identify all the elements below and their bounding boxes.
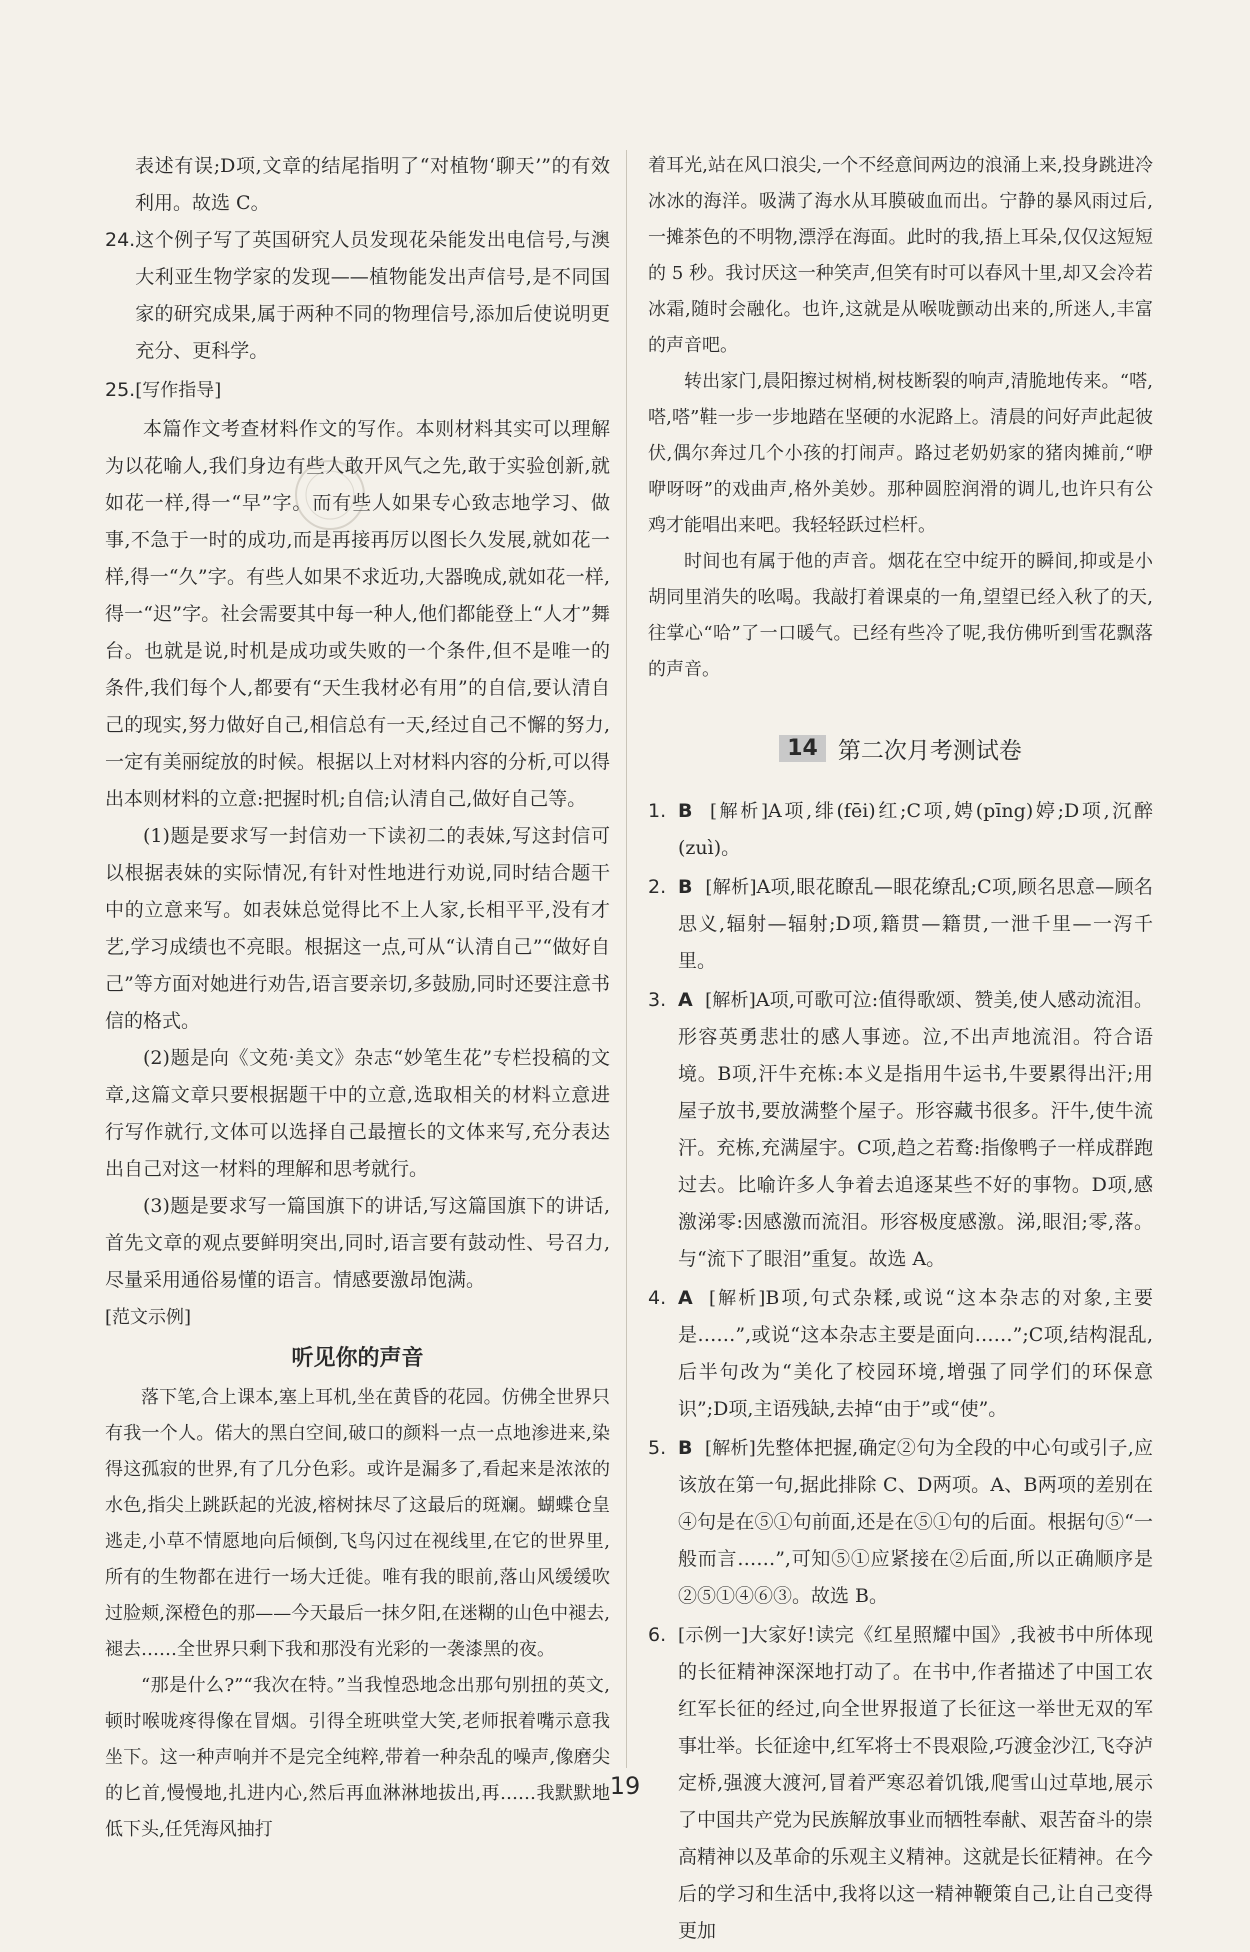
answer-text: A项,可歌可泣:值得歌颂、赞美,使人感动流泪。形容英勇悲壮的感人事迹。泣,不出声地流泪。符合语境。B项,汗牛充栋:本义是指用牛运书,牛要累得出汗;用屋子放书,要放满整个屋子。形容藏书很多。汗牛,使牛流汗。充栋,充满屋宇。C项,趋之若鹜:指像鸭子一样成群跑过去。比喻许多人争着去追逐某些不好的事物。D项,感激涕零:因感激而流泪。形容极度感激。涕,眼泪;零,落。与“流下了眼泪”重复。故选 A。 [678, 989, 1153, 1270]
question-number: 1. [648, 800, 667, 822]
guide-paragraph: 本篇作文考查材料作文的写作。本则材料其实可以理解为以花喻人,我们身边有些人敢开风气之先,敢于实验创新,就如花一样,得一“早”字。而有些人如果专心致志地学习、做事,不急于一时的成功,而是再接再厉以图长久发展,就如花一样,得一“久”字。有些人如果不求近功,大器晚成,就如花一样,得一“迟”字。社会需要其中每一种人,他们都能登上“人才”舞台。也就是说,时机是成功或失败的一个条件,但不是唯一的条件,我们每个人,都要有“天生我材必有用”的自信,要认清自己的现实,努力做好自己,相信总有一天,经过自己不懈的努力,一定有美丽绽放的时候。根据以上对材料内容的分析,可以得出本则材料的立意:把握时机;自信;认清自己,做好自己等。 [105, 418, 610, 810]
answer-text: A项,绯(fēi)红;C项,娉(pīng)婷;D项,沉醉(zuì)。 [678, 800, 1153, 859]
answer-text: B项,句式杂糅,或说“这本杂志的对象,主要是……”,或说“这本杂志主要是面向……”;C项,结构混乱,后半句改为“美化了校园环境,增强了同学们的环保意识”;D项,主语残缺,去掉“由于”或“使”。 [678, 1287, 1153, 1420]
essay-paragraph: 落下笔,合上课本,塞上耳机,坐在黄昏的花园。仿佛全世界只有我一个人。偌大的黑白空间,破口的颜料一点一点地渗进来,染得这孤寂的世界,有了几分色彩。或许是漏多了,看起来是浓浓的水色,指尖上跳跃起的光波,榕树抹尽了这最后的斑斓。蝴蝶仓皇逃走,小草不情愿地向后倾倒,飞鸟闪过在视线里,在它的世界里,所有的生物都在进行一场大迁徙。唯有我的眼前,落山风缓缓吹过脸颊,深橙色的那——今天最后一抹夕阳,在迷糊的山色中褪去,褪去……全世界只剩下我和那没有光彩的一袭漆黑的夜。 [105, 1387, 610, 1660]
guide-paragraph: (1)题是要求写一封信劝一下读初二的表妹,写这封信可以根据表妹的实际情况,有针对性地进行劝说,同时结合题干中的立意来写。如表妹总觉得比不上人家,长相平平,没有才艺,学习成绩也不亮眼。根据这一点,可从“认清自己”“做好自己”等方面对她进行劝告,语言要亲切,多鼓励,同时还要注意书信的格式。 [105, 825, 610, 1032]
column-divider [626, 150, 627, 1768]
answer-text: A项,眼花瞭乱—眼花缭乱;C项,顾名思意—顾名思义,辐射—辐射;D项,籍贯—籍贯,一泄千里—一泻千里。 [678, 876, 1153, 972]
answer-23-continuation: 表述有误;D项,文章的结尾指明了“对植物‘聊天’”的有效利用。故选 C。 [135, 155, 610, 214]
left-column [105, 148, 610, 1848]
guide-paragraph: (3)题是要求写一篇国旗下的讲话,写这篇国旗下的讲话,首先文章的观点要鲜明突出,同时,语言要有鼓动性、号召力,尽量采用通俗易懂的语言。情感要激昂饱满。 [105, 1195, 610, 1291]
example-tag: [示例一] [678, 1625, 749, 1646]
section-number-badge: 14 [779, 735, 826, 762]
essay-title: 听见你的声音 [291, 1345, 424, 1371]
essay-paragraph: 转出家门,晨阳擦过树梢,树枝断裂的响声,清脆地传来。“嗒,嗒,嗒”鞋一步一步地踏在坚硬的水泥路上。清晨的问好声此起彼伏,偶尔奔过几个小孩的打闹声。路过老奶奶家的猪肉摊前,“咿咿呀呀”的戏曲声,格外美妙。那种圆腔润滑的调儿,也许只有公鸡才能唱出来吧。我轻轻跃过栏杆。 [648, 371, 1153, 536]
analysis-tag: [解析] [709, 801, 769, 822]
answer-item [648, 869, 1153, 980]
guide-paragraph: (2)题是向《文苑·美文》杂志“妙笔生花”专栏投稿的文章,这篇文章只要根据题干中的立意,选取相关的材料立意进行写作就行,文体可以选择自己最擅长的文体来写,充分表达出自己对这一材料的理解和思考就行。 [105, 1047, 610, 1180]
answer-text: 这个例子写了英国研究人员发现花朵能发出电信号,与澳大利亚生物学家的发现——植物能发出声信号,是不同国家的研究成果,属于两种不同的物理信号,添加后使说明更充分、更科学。 [135, 229, 610, 362]
section-heading [648, 732, 1153, 765]
answer-item [648, 793, 1153, 867]
answer-text: 大家好!读完《红星照耀中国》,我被书中所体现的长征精神深深地打动了。在书中,作者描述了中国工农红军长征的经过,向全世界报道了长征这一举世无双的军事壮举。长征途中,红军将士不畏艰险,巧渡金沙江,飞夺泸定桥,强渡大渡河,冒着严寒忍着饥饿,爬雪山过草地,展示了中国共产党为民族解放事业而牺牲奉献、艰苦奋斗的崇高精神以及革命的乐观主义精神。这就是长征精神。在今后的学习和生活中,我将以这一精神鞭策自己,让自己变得更加 [678, 1624, 1154, 1942]
answer-item [648, 982, 1153, 1278]
answer-letter: B [678, 800, 693, 822]
answer-letter: A [678, 989, 693, 1011]
essay-body-continued [648, 148, 1153, 688]
analysis-tag: [解析] [705, 1438, 756, 1459]
analysis-tag: [解析] [709, 1288, 766, 1309]
page-number: 19 [609, 1772, 641, 1800]
answer-24 [105, 222, 610, 370]
right-column [648, 148, 1153, 1952]
question-number: 5. [648, 1437, 667, 1459]
question-number: 3. [648, 989, 667, 1011]
question-number: 2. [648, 876, 667, 898]
question-number: 25. [105, 379, 136, 401]
answer-item [648, 1280, 1153, 1428]
question-number: 4. [648, 1287, 667, 1309]
example-essay-tag: [范文示例] [105, 1307, 192, 1328]
writing-guide-tag: [写作指导] [135, 380, 222, 401]
essay-paragraph: 时间也有属于他的声音。烟花在空中绽开的瞬间,抑或是小胡同里消失的吆喝。我敲打着课桌的一角,望望已经入秋了的天,往掌心“哈”了一口暖气。已经有些冷了呢,我仿佛听到雪花飘落的声音。 [648, 551, 1153, 680]
answer-text: 先整体把握,确定②句为全段的中心句或引子,应该放在第一句,据此排除 C、D两项。A、B两项的差别在④句是在⑤①句前面,还是在⑤①句的后面。根据句⑤“一般而言……”,可知⑤①应紧接在②后面,所以正确顺序是②⑤①④⑥③。故选 B。 [678, 1437, 1153, 1607]
answer-letter: B [678, 876, 693, 898]
analysis-tag: [解析] [705, 877, 757, 898]
answer-letter: A [678, 1287, 693, 1309]
analysis-tag: [解析] [705, 990, 756, 1011]
answer-25 [105, 372, 610, 409]
essay-paragraph-continuation: 着耳光,站在风口浪尖,一个不经意间两边的浪涌上来,投身跳进冷冰冰的海洋。吸满了海水从耳膜破血而出。宁静的暴风雨过后,一摊茶色的不明物,漂浮在海面。此时的我,捂上耳朵,仅仅这短短的 5 秒。我讨厌这一种笑声,但笑有时可以春风十里,却又会冷若冰霜,随时会融化。也许,这就是从喉咙颤动出来的,所迷人,丰富的声音吧。 [648, 155, 1153, 356]
essay-paragraph: “那是什么?”“我次在特。”当我惶恐地念出那句别扭的英文,顿时喉咙疼得像在冒烟。引得全班哄堂大笑,老师抿着嘴示意我坐下。这一种声响并不是完全纯粹,带着一种杂乱的噪声,像磨尖的匕首,慢慢地,扎进内心,然后再血淋淋地拔出,再……我默默地低下头,任凭海风抽打 [105, 1675, 610, 1840]
question-number: 24. [105, 229, 136, 251]
section-title: 第二次月考测试卷 [837, 738, 1022, 764]
question-number: 6. [648, 1624, 667, 1646]
answer-item [648, 1430, 1153, 1615]
answer-letter: B [678, 1437, 693, 1459]
